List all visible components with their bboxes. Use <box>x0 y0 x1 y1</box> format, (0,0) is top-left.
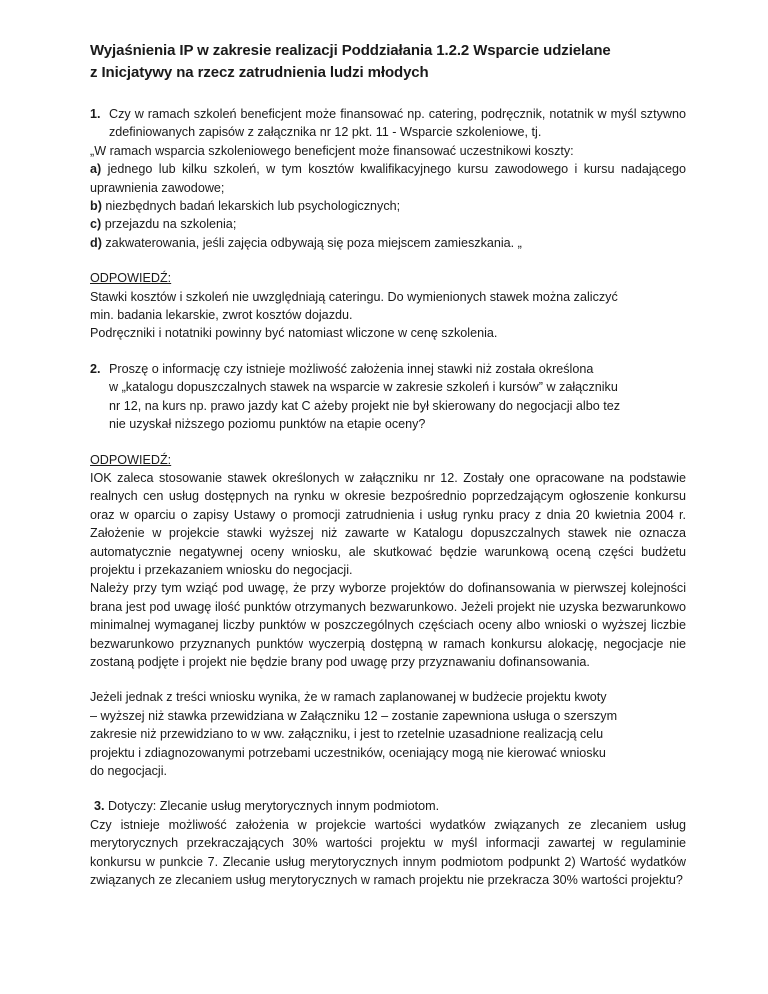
answer-paragraph: IOK zaleca stosowanie stawek określonych w załączniku nr 12. Zostały one opracowane na podstawie realnych cen usług dostępnych na rynku w okresie bezpośrednio poprzedzającym ogłoszenie konkursu oraz w oparciu o zapisy Ustawy o promocji zatrudnienia i usług rynku pracy z dnia 20 kwietnia 2004 r. Założenie w projekcie stawki wyższej niż zawarte w Katalogu dopuszczalnych stawek nie oznacza automatycznie negatywnej oceny wniosku, ale skutkować będzie warunkową oceną części budżetu projektu i przekazaniem wniosku do negocjacji. <box>90 470 686 577</box>
question-text <box>109 360 686 434</box>
question-3 <box>90 797 686 815</box>
list-item-text: jednego lub kilku szkoleń, w tym kosztów kwalifikacyjnego kursu zawodowego i kursu nadającego uprawnienia zawodowe; <box>90 162 686 195</box>
list-item <box>90 160 686 197</box>
question-text: Czy istnieje możliwość założenia w projekcie wartości wydatków związanych ze zlecaniem usług merytorycznych przekraczających 30% wartości projektu w myśl informacji zawartej w regulaminie konkursu w punkcie 7. Zlecanie usług merytorycznych innym podmiotom podpunkt 2) Wartość wydatków związanych ze zlecaniem usług merytorycznych w ramach projektu nie przekracza 30% wartości projektu? <box>90 817 686 888</box>
answer-label: ODPOWIEDŹ: <box>90 452 172 467</box>
title-line-2: z Inicjatywy na rzecz zatrudnienia ludzi młodych <box>90 64 429 81</box>
question-heading: Dotyczy: Zlecanie usług merytorycznych innym podmiotom. <box>108 799 440 814</box>
title-line-1: Wyjaśnienia IP w zakresie realizacji Poddziałania 1.2.2 Wsparcie udzielane <box>90 42 611 59</box>
answer-line: Jeżeli jednak z treści wniosku wynika, że w ramach zaplanowanej w budżecie projektu kwoty <box>90 690 607 705</box>
list-item-letter: b) <box>90 199 102 214</box>
question-number: 1. <box>90 107 101 121</box>
question-line: nr 12, na kurs np. prawo jazdy kat C ażeby projekt nie był skierowany do negocjacji albo tez <box>109 398 621 413</box>
list-item-letter: d) <box>90 235 102 250</box>
quote-intro: „W ramach wsparcia szkoleniowego beneficjent może finansować uczestnikowi koszty: <box>90 143 574 158</box>
list-item-text: zakwaterowania, jeśli zajęcia odbywają się poza miejscem zamieszkania. „ <box>101 235 522 250</box>
answer-line: Podręczniki i notatniki powinny być natomiast wliczone w cenę szkolenia. <box>90 326 498 341</box>
question-text: Czy w ramach szkoleń beneficjent może finansować np. catering, podręcznik, notatnik w myśl sztywno zdefiniowanych zapisów z załącznika nr 12 pkt. 11 - Wsparcie szkoleniowe, tj. <box>109 107 686 140</box>
document-page <box>90 40 686 889</box>
list-item-text: niezbędnych badań lekarskich lub psychologicznych; <box>101 199 401 214</box>
question-number: 2. <box>90 361 101 376</box>
question-number: 3. <box>94 799 105 814</box>
answer-line: min. badania lekarskie, zwrot kosztów dojazdu. <box>90 308 353 323</box>
list-item-letter: c) <box>90 217 102 232</box>
question-line: nie uzyskał niższego poziomu punktów na etapie oceny? <box>109 417 426 432</box>
answer-label: ODPOWIEDŹ: <box>90 271 172 286</box>
question-2 <box>90 360 686 434</box>
list-item <box>90 197 686 215</box>
list-item-letter: a) <box>90 162 102 177</box>
question-line: w „katalogu dopuszczalnych stawek na wsparcie w zakresie szkoleń i kursów” w załączniku <box>109 380 618 395</box>
answer-paragraph <box>90 688 686 780</box>
list-item <box>90 234 686 252</box>
list-item-text: przejazdu na szkolenia; <box>101 217 237 232</box>
answer-paragraph: Należy przy tym wziąć pod uwagę, że przy wyborze projektów do dofinansowania w pierwszej kolejności brana jest pod uwagę ilość punktów otrzymanych bezwarunkowo. Jeżeli projekt nie uzyska bezwarunkowo minimalnej wymaganej liczby punktów w poszczególnych częściach oceny albo wnioski o wyższej liczbie bezwarunkowo przyznanych punktów wyczerpią dostępną w ramach konkursu alokację, negocjacje nie zostaną podjęte i projekt nie będzie brany pod uwagę przy przyznawaniu dofinansowania. <box>90 581 686 669</box>
question-1 <box>90 105 686 142</box>
question-line: Proszę o informację czy istnieje możliwość założenia innej stawki niż została określona <box>109 361 594 376</box>
list-item <box>90 215 686 233</box>
answer-line: Stawki kosztów i szkoleń nie uwzględniają cateringu. Do wymienionych stawek można zaliczyć <box>90 289 618 304</box>
answer-line: zakresie niż przewidziano to w ww. załączniku, i jest to rzetelnie uzasadnione realizacją celu <box>90 727 604 742</box>
answer-line: do negocjacji. <box>90 764 168 778</box>
answer-line: – wyższej niż stawka przewidziana w Załączniku 12 – zostanie zapewniona usługa o szerszym <box>90 708 618 723</box>
document-title <box>90 40 686 84</box>
answer-line: projektu i zdiagnozowanymi potrzebami uczestników, oceniający mogą nie kierować wniosku <box>90 745 606 760</box>
